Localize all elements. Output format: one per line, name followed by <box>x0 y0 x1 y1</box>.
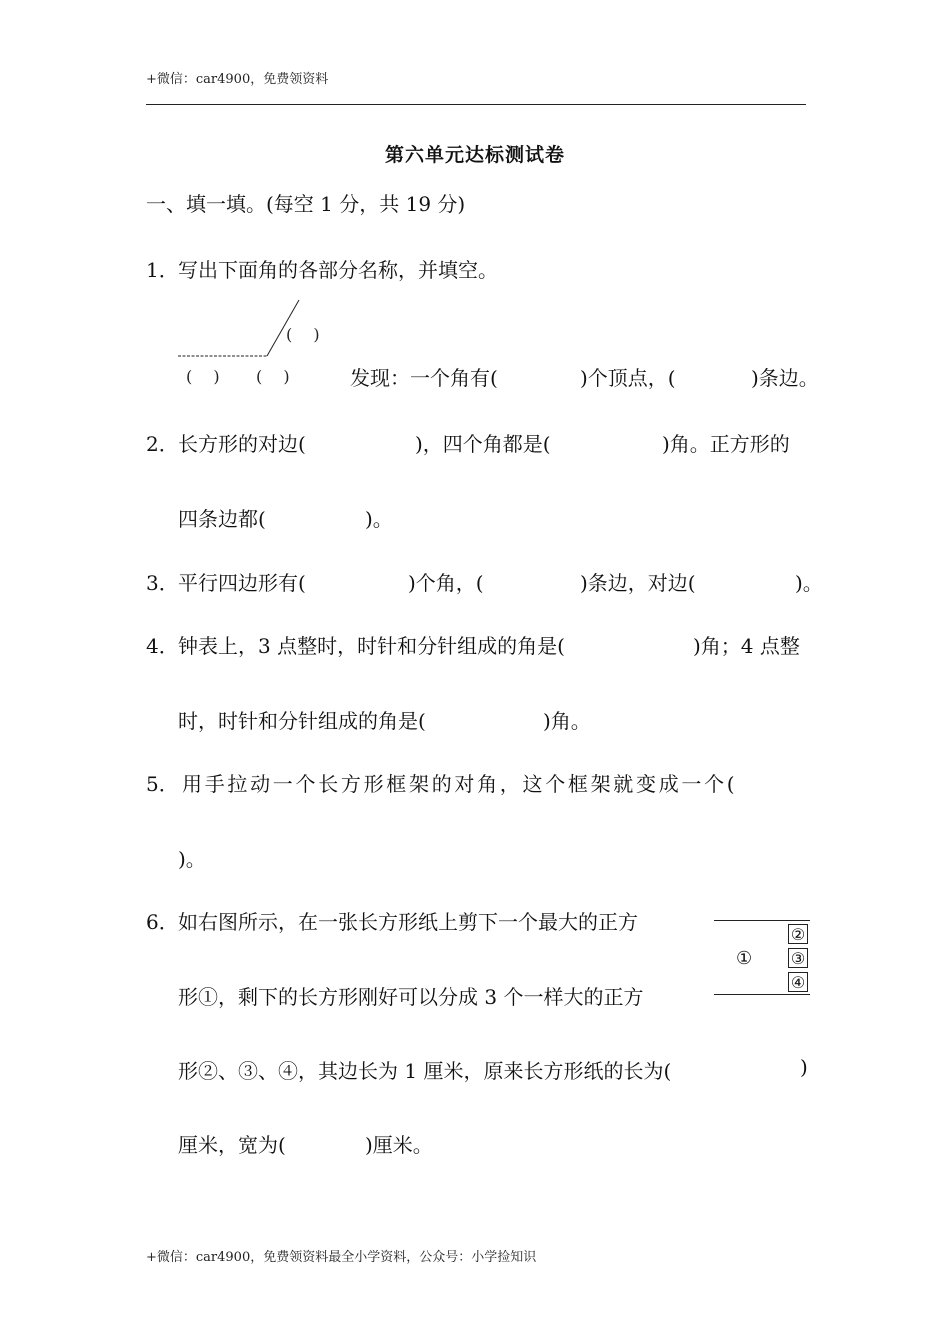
section-heading: 一、填一填。(每空 1 分，共 19 分) <box>146 192 466 216</box>
q2-line1-c: )角。正方形的 <box>662 432 790 456</box>
fig-bottom-edge <box>714 994 810 995</box>
q1-find-c: )条边。 <box>751 366 819 390</box>
q1-paren-side: ( ) <box>286 325 320 344</box>
q4-line1-b: )角；4 点整 <box>693 634 800 658</box>
q6-number: 6． <box>146 910 179 934</box>
q1-find-a: 发现：一个角有( <box>350 366 498 390</box>
fig-square-3: ③ <box>788 948 808 968</box>
fig-square-2: ② <box>788 924 808 944</box>
q3-d: )。 <box>795 571 823 595</box>
q6-line4-b: )厘米。 <box>365 1133 433 1157</box>
header-rule <box>146 104 806 105</box>
q3-c: )条边，对边( <box>580 571 696 595</box>
q5-line2: )。 <box>178 847 206 871</box>
q2-line2-b: )。 <box>365 507 393 531</box>
q3-b: )个角，( <box>408 571 484 595</box>
q6-line3-b: ) <box>800 1055 808 1079</box>
q6-line1: 如右图所示，在一张长方形纸上剪下一个最大的正方 <box>178 910 638 934</box>
q2-line1-b: )，四个角都是( <box>415 432 551 456</box>
q1-text: 写出下面角的各部分名称，并填空。 <box>178 258 498 282</box>
q2-line1-a: 长方形的对边( <box>178 432 306 456</box>
q3-number: 3． <box>146 571 179 595</box>
fig-square-4: ④ <box>788 972 808 992</box>
header-note: +微信：car4900，免费领资料 <box>146 72 329 87</box>
q1-find-b: )个顶点，( <box>580 366 676 390</box>
q5-line1: 用手拉动一个长方形框架的对角，这个框架就变成一个( <box>182 772 738 796</box>
footer-note: +微信：car4900，免费领资料最全小学资料，公众号：小学捡知识 <box>146 1250 537 1265</box>
fig-square-1-label: ① <box>736 948 753 969</box>
fig-top-edge <box>714 920 810 921</box>
q2-number: 2． <box>146 432 179 456</box>
q1-paren-left: ( ) <box>186 367 220 386</box>
q4-line2-b: )角。 <box>543 709 591 733</box>
page-title: 第六单元达标测试卷 <box>384 144 565 166</box>
q2-line2-a: 四条边都( <box>178 507 266 531</box>
q4-line1-a: 钟表上，3 点整时，时针和分针组成的角是( <box>178 634 565 658</box>
q4-number: 4． <box>146 634 179 658</box>
q6-line4-a: 厘米，宽为( <box>178 1133 286 1157</box>
q6-line2: 形①，剩下的长方形刚好可以分成 3 个一样大的正方 <box>178 985 644 1009</box>
q5-number: 5． <box>146 772 179 796</box>
q6-line3-a: 形②、③、④，其边长为 1 厘米，原来长方形纸的长为( <box>178 1059 672 1083</box>
q4-line2-a: 时，时针和分针组成的角是( <box>178 709 426 733</box>
q1-paren-vertex: ( ) <box>256 367 290 386</box>
q3-a: 平行四边形有( <box>178 571 306 595</box>
rectangle-figure <box>714 920 810 996</box>
q1-number: 1． <box>146 258 179 282</box>
